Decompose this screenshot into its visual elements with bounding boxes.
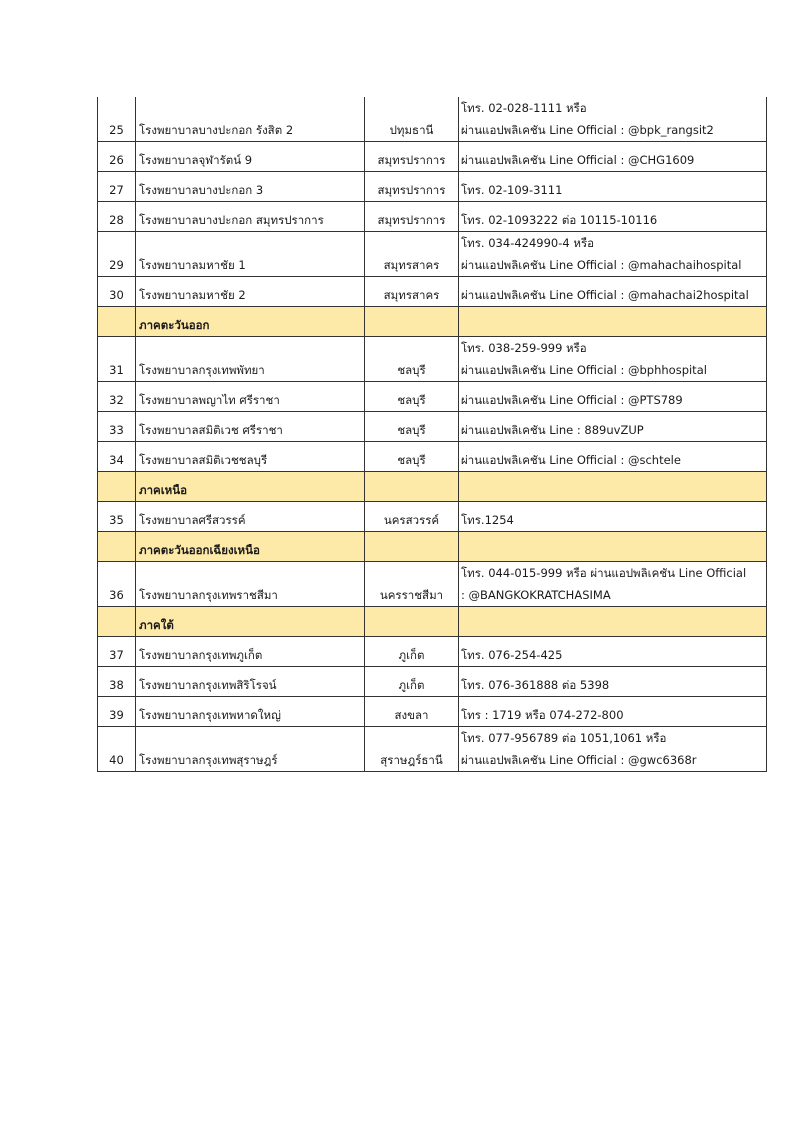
row-number: 32 [98,382,136,412]
hospital-name: โรงพยาบาลสมิติเวชชลบุรี [136,442,365,472]
row-number: 39 [98,697,136,727]
region-blank-cell [98,307,136,337]
hospital-name: โรงพยาบาลกรุงเทพสิริโรจน์ [136,667,365,697]
row-number: 26 [98,142,136,172]
contact-line: ผ่านแอปพลิเคชัน Line : 889uvZUP [461,423,644,437]
province: สุราษฎร์ธานี [365,727,459,772]
contact-line: ผ่านแอปพลิเคชัน Line Official : @mahachai2hospital [461,288,749,302]
region-label: ภาคใต้ [136,607,365,637]
region-header-row [98,532,767,562]
contact-line: โทร. 077-956789 ต่อ 1051,1061 หรือ [461,731,667,745]
hospital-name: โรงพยาบาลศรีสวรรค์ [136,502,365,532]
region-header-row [98,607,767,637]
province: สมุทรปราการ [365,202,459,232]
hospital-row [98,232,767,277]
contact-info [459,232,767,277]
contact-info [459,727,767,772]
row-number: 36 [98,562,136,607]
hospital-row [98,562,767,607]
contact-line: ผ่านแอปพลิเคชัน Line Official : @schtele [461,453,681,467]
hospital-name: โรงพยาบาลกรุงเทพราชสีมา [136,562,365,607]
province: ภูเก็ต [365,667,459,697]
region-blank-cell [459,532,767,562]
row-number: 29 [98,232,136,277]
hospital-row [98,97,767,142]
region-blank-cell [365,532,459,562]
hospital-row [98,202,767,232]
contact-info [459,667,767,697]
row-number: 25 [98,97,136,142]
contact-line: โทร. 02-028-1111 หรือ [461,101,587,115]
hospital-row [98,142,767,172]
contact-line: ผ่านแอปพลิเคชัน Line Official : @CHG1609 [461,153,695,167]
contact-info [459,502,767,532]
hospital-name: โรงพยาบาลพญาไท ศรีราชา [136,382,365,412]
contact-info [459,97,767,142]
contact-line: ผ่านแอปพลิเคชัน Line Official : @PTS789 [461,393,683,407]
contact-line: ผ่านแอปพลิเคชัน Line Official : @bphhospital [461,363,707,377]
row-number: 30 [98,277,136,307]
region-label: ภาคตะวันออก [136,307,365,337]
province: นครราชสีมา [365,562,459,607]
row-number: 34 [98,442,136,472]
hospital-name: โรงพยาบาลบางปะกอก 3 [136,172,365,202]
region-blank-cell [365,307,459,337]
hospital-row [98,727,767,772]
region-blank-cell [365,607,459,637]
hospital-name: โรงพยาบาลจุฬารัตน์ 9 [136,142,365,172]
hospital-row [98,637,767,667]
region-blank-cell [459,472,767,502]
province: ภูเก็ต [365,637,459,667]
hospital-name: โรงพยาบาลบางปะกอก สมุทรปราการ [136,202,365,232]
contact-line: ผ่านแอปพลิเคชัน Line Official : @gwc6368r [461,753,697,767]
hospital-row [98,277,767,307]
hospital-name: โรงพยาบาลกรุงเทพสุราษฎร์ [136,727,365,772]
hospital-row [98,442,767,472]
region-blank-cell [459,607,767,637]
province: ชลบุรี [365,337,459,382]
hospital-row [98,697,767,727]
province: สงขลา [365,697,459,727]
row-number: 33 [98,412,136,442]
hospital-row [98,412,767,442]
contact-line: โทร : 1719 หรือ 074-272-800 [461,708,624,722]
contact-line: โทร.1254 [461,513,514,527]
contact-line: โทร. 038-259-999 หรือ [461,341,587,355]
region-blank-cell [98,472,136,502]
hospital-name: โรงพยาบาลสมิติเวช ศรีราชา [136,412,365,442]
row-number: 31 [98,337,136,382]
contact-info [459,562,767,607]
region-blank-cell [98,532,136,562]
contact-line: โทร. 034-424990-4 หรือ [461,236,595,250]
hospital-name: โรงพยาบาลกรุงเทพพัทยา [136,337,365,382]
row-number: 27 [98,172,136,202]
hospital-row [98,172,767,202]
hospital-row [98,337,767,382]
contact-info [459,442,767,472]
region-blank-cell [98,607,136,637]
province: ชลบุรี [365,382,459,412]
contact-info [459,697,767,727]
contact-line: ผ่านแอปพลิเคชัน Line Official : @mahachaihospital [461,258,742,272]
contact-line: โทร. 02-1093222 ต่อ 10115-10116 [461,213,658,227]
contact-info [459,337,767,382]
province: ปทุมธานี [365,97,459,142]
row-number: 28 [98,202,136,232]
contact-info [459,142,767,172]
hospital-name: โรงพยาบาลกรุงเทพภูเก็ต [136,637,365,667]
hospital-row [98,502,767,532]
hospital-name: โรงพยาบาลมหาชัย 2 [136,277,365,307]
province: ชลบุรี [365,442,459,472]
contact-line: : @BANGKOKRATCHASIMA [461,588,611,602]
contact-info [459,382,767,412]
region-label: ภาคเหนือ [136,472,365,502]
province: สมุทรสาคร [365,277,459,307]
hospital-name: โรงพยาบาลมหาชัย 1 [136,232,365,277]
region-blank-cell [365,472,459,502]
hospital-row [98,667,767,697]
contact-line: โทร. 076-254-425 [461,648,563,662]
region-header-row [98,472,767,502]
region-header-row [98,307,767,337]
contact-line: โทร. 02-109-3111 [461,183,563,197]
contact-info [459,637,767,667]
contact-line: ผ่านแอปพลิเคชัน Line Official : @bpk_rangsit2 [461,123,714,137]
row-number: 38 [98,667,136,697]
contact-line: โทร. 076-361888 ต่อ 5398 [461,678,610,692]
hospital-name: โรงพยาบาลกรุงเทพหาดใหญ่ [136,697,365,727]
contact-info [459,172,767,202]
region-label: ภาคตะวันออกเฉียงเหนือ [136,532,365,562]
row-number: 35 [98,502,136,532]
contact-info [459,277,767,307]
contact-info [459,202,767,232]
hospital-table-body [98,97,767,772]
hospital-table [97,97,767,772]
hospital-name: โรงพยาบาลบางปะกอก รังสิต 2 [136,97,365,142]
province: นครสวรรค์ [365,502,459,532]
row-number: 37 [98,637,136,667]
region-blank-cell [459,307,767,337]
hospital-row [98,382,767,412]
province: ชลบุรี [365,412,459,442]
contact-info [459,412,767,442]
province: สมุทรสาคร [365,232,459,277]
row-number: 40 [98,727,136,772]
province: สมุทรปราการ [365,142,459,172]
province: สมุทรปราการ [365,172,459,202]
contact-line: โทร. 044-015-999 หรือ ผ่านแอปพลิเคชัน Line Official [461,566,747,580]
